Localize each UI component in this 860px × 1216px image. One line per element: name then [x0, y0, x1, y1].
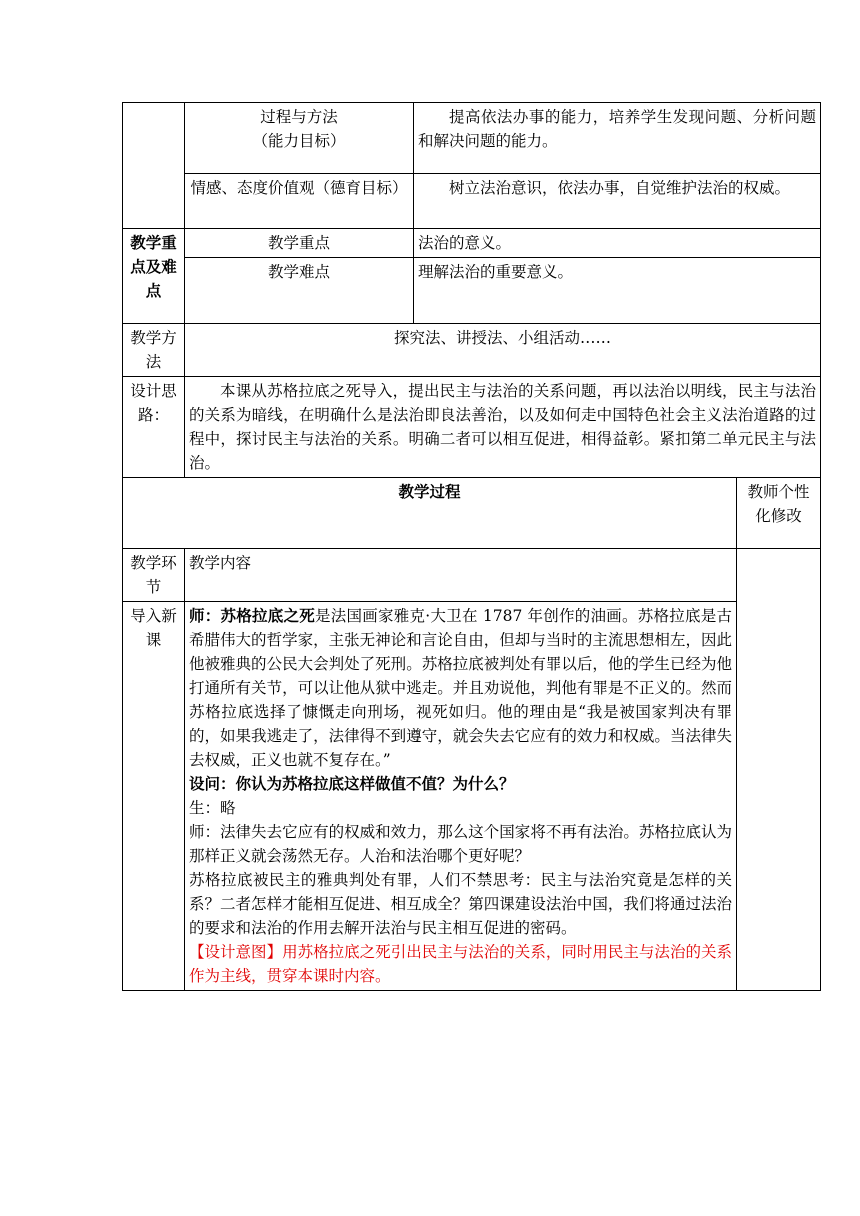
intro-paragraph: 是法国画家雅克·大卫在 1787 年创作的油画。苏格拉底是古希腊伟大的哲学家，主张无神论和言论自由，但却与当时的主流思想相左，因此他被雅典的公民大会判处了死刑。苏格拉底被判处有罪以后，他的学生已经为他打通所有关节，可以让他从狱中逃走。并且劝说他，判他有罪是不正义的。然而苏格拉底选择了慷慨走向刑场，视死如归。他的理由是“我是被国家判决有罪的，如果我逃走了，法律得不到遵守，就会失去它应有的效力和权威。当法律失去权威，正义也就不复存在。”: [189, 607, 732, 769]
intro-content: [185, 602, 737, 991]
method-text: 探究法、讲授法、小组活动……: [185, 324, 821, 377]
design-intent-tag: 【设计意图】: [189, 943, 283, 961]
teacher-paragraph: 师：法律失去它应有的权威和效力，那么这个国家将不再有法治。苏格拉底认为那样正义就会荡然无存。人治和法治哪个更好呢？: [189, 823, 732, 865]
process-header: 教学过程: [123, 478, 737, 549]
design-text: 本课从苏格拉底之死导入，提出民主与法治的关系问题，再以法治以明线，民主与法治的关系为暗线，在明确什么是法治即良法善治，以及如何走中国特色社会主义法治道路的过程中，探讨民主与法治的关系。明确二者可以相互促进，相得益彰。紧扣第二单元民主与法治。: [185, 377, 821, 478]
key-points-header: 教学重点及难点: [123, 229, 185, 324]
focus-text: 法治的意义。: [414, 229, 821, 258]
emotion-text: 树立法治意识，依法办事，自觉维护法治的权威。: [414, 174, 821, 229]
intro-lead-bold: 师：苏格拉底之死: [189, 606, 316, 625]
question-text: 设问：你认为苏格拉底这样做值不值？为什么？: [189, 774, 515, 793]
design-intent: [189, 940, 732, 988]
transition-paragraph: 苏格拉底被民主的雅典判处有罪，人们不禁思考：民主与法治究竟是怎样的关系？二者怎样才能相互促进、相互成全？第四课建设法治中国，我们将通过法治的要求和法治的作用去解开法治与民主相互促进的密码。: [189, 871, 732, 937]
objectives-header-cell: [123, 103, 185, 229]
teacher-column-header: 教师个性化修改: [737, 478, 821, 549]
difficulty-text: 理解法治的重要意义。: [414, 258, 821, 324]
student-answer: 生：略: [189, 799, 236, 817]
method-header: 教学方法: [123, 324, 185, 377]
difficulty-label: 教学难点: [185, 258, 414, 324]
design-intent-text: 用苏格拉底之死引出民主与法治的关系，同时用民主与法治的关系作为主线，贯穿本课时内容。: [189, 943, 732, 985]
content-header: 教学内容: [185, 549, 737, 602]
lesson-plan-table: [122, 102, 821, 991]
stage-header: 教学环节: [123, 549, 185, 602]
emotion-label: 情感、态度价值观（德育目标）: [185, 174, 414, 229]
stage-cell: 导入新课: [123, 602, 185, 991]
process-method-text: 提高依法办事的能力，培养学生发现问题、分析问题和解决问题的能力。: [414, 103, 821, 174]
process-method-label: 过程与方法 （能力目标）: [185, 103, 414, 174]
focus-label: 教学重点: [185, 229, 414, 258]
teacher-notes-cell: [737, 549, 821, 991]
design-header: 设计思路：: [123, 377, 185, 478]
